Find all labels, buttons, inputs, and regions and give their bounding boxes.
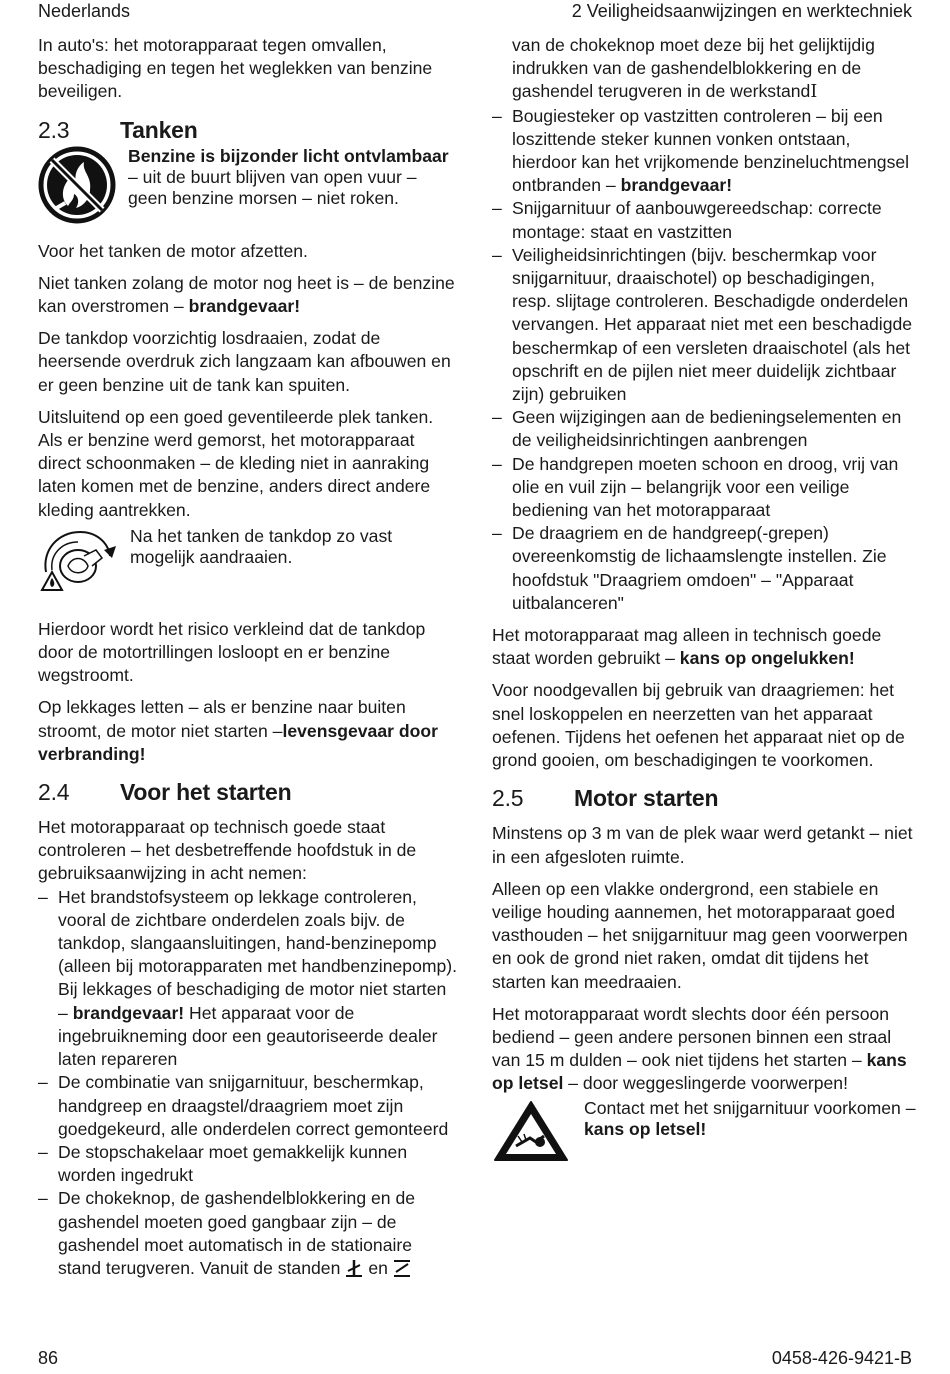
list-item: – Geen wijzigingen aan de bedieningselementen en de veiligheidsinrichtingen aanbrengen	[492, 406, 916, 452]
list-item: – Snijgarnituur of aanbouwgereedschap: correcte montage: staat en vastzitten	[492, 197, 916, 243]
fire-warning-bold: Benzine is bijzonder licht ontvlambaar	[128, 145, 449, 166]
paragraph: De tankdop voorzichtig losdraaien, zodat de heersende overdruk zich langzaam kan afbouwen en er geen benzine uit de tank kan spuiten.	[38, 328, 451, 395]
page-number: 86	[38, 1348, 59, 1368]
text-span: Het apparaat voor de ingebruikneming door een geautoriseerde dealer laten repareren	[58, 1002, 438, 1070]
paragraph: Voor noodgevallen bij gebruik van draagriemen: het snel loskoppelen en neerzetten van het apparaat oefenen. Tijdens het oefenen het apparaat niet op de grond gooien, om beschadigingen te voorkomen.	[492, 680, 905, 771]
fire-warning	[38, 146, 458, 224]
danger-text: kans op ongelukken!	[679, 648, 855, 669]
danger-text: brandgevaar!	[188, 296, 301, 317]
section-title: Voor het starten	[120, 779, 292, 806]
paragraph: Minstens op 3 m van de plek waar werd getankt – niet in een afgesloten ruimte.	[492, 823, 913, 867]
section-heading-2-5	[492, 784, 916, 812]
danger-text: brandgevaar!	[72, 1002, 185, 1023]
choke-start-symbol-icon	[344, 1258, 364, 1284]
section-number: 2.4	[38, 779, 70, 806]
paragraph: Hierdoor wordt het risico verkleind dat de tankdop door de motortrillingen losloopt en er benzine wegstroomt.	[38, 618, 426, 686]
list-item	[38, 886, 458, 1072]
danger-text: brandgevaar!	[620, 175, 733, 196]
right-column	[492, 34, 916, 1174]
section-number: 2.3	[38, 116, 70, 143]
text-span: – door weggeslingerde voorwerpen!	[563, 1073, 848, 1094]
continuation-text	[492, 34, 916, 105]
header-section: 2 Veiligheidsaanwijzingen en werktechniek	[571, 1, 912, 21]
tank-cap-text: Na het tanken de tankdop zo vast mogelijk aandraaien.	[130, 525, 393, 567]
section-title: Tanken	[120, 116, 198, 143]
text-span: Contact met het snijgarnituur voorkomen –	[584, 1097, 916, 1118]
section-number: 2.5	[492, 785, 524, 812]
cutting-hazard-icon	[492, 1098, 570, 1164]
list-item: – De stopschakelaar moet gemakkelijk kunnen worden ingedrukt	[38, 1141, 458, 1187]
warm-start-symbol-icon	[392, 1258, 412, 1284]
tank-cap-instruction	[38, 526, 458, 592]
paragraph	[38, 696, 458, 766]
text-span: Het brandstofsysteem op lekkage controleren, vooral de zichtbare onderdelen zoals bijv. de tankdop, slangaansluitingen, hand-benzinepomp (alleen bij motorapparaten met handbenzinepomp). Bij lekkages of beschadiging de motor niet starten –	[58, 886, 458, 1023]
list-item: – De handgrepen moeten schoon en droog, vrij van olie en vuil zijn – belangrijk voor een veilige bediening van het motorapparaat	[492, 453, 916, 523]
text-span: Bougiesteker op vastzitten controleren – bij een loszittende steker kunnen vonken ontstaan, hierdoor kan het vrijkomende benzineluchtmengsel ontbranden –	[512, 105, 910, 196]
list-item	[38, 1187, 458, 1284]
text-span: Op lekkages letten – als er benzine naar buiten stroomt, de motor niet starten –	[38, 697, 406, 741]
paragraph	[38, 272, 458, 318]
text-span: Het motorapparaat wordt slechts door één persoon bediend – geen andere personen binnen een straal van 15 m dulden – ook niet tijdens het starten –	[492, 1003, 892, 1071]
paragraph: Alleen op een vlakke ondergrond, een stabiele en veilige houding aannemen, het motorapparaat goed vasthouden – het snijgarnituur mag geen voorwerpen en ook de grond niet raken, omdat dit tijdens het starten kan meedraaien.	[492, 878, 908, 992]
fire-warning-text	[116, 146, 458, 209]
text-span: De chokeknop, de gashendelblokkering en de gashendel moeten goed gangbaar zijn – de gashendel moet automatisch in de stationaire stand terugveren. Vanuit de standen	[58, 1188, 416, 1278]
paragraph	[492, 624, 916, 670]
text-span: van de chokeknop moet deze bij het gelijktijdig indrukken van de gashendelblokkering en de gashendel terugveren in de werkstand	[512, 35, 875, 102]
cutting-warning	[492, 1098, 916, 1164]
checklist	[38, 886, 458, 1284]
text-span: en	[368, 1257, 388, 1278]
tighten-tank-cap-icon	[38, 526, 116, 592]
document-code: 0458-426-9421-B	[771, 1348, 912, 1368]
section-heading-2-3	[38, 116, 458, 144]
danger-text: kans op letsel!	[584, 1118, 707, 1139]
intro-paragraph: In auto's: het motorapparaat tegen omvallen, beschadiging en tegen het weglekken van benzine beveiligen.	[38, 35, 433, 102]
list-item: – De draagriem en de handgreep(-grepen) overeenkomstig de lichaamslengte instellen. Zie hoofdstuk "Draagriem omdoen" – "Apparaat uitbalanceren"	[492, 522, 916, 615]
list-item: – Veiligheidsinrichtingen (bijv. beschermkap voor snijgarnituur, draaischotel) op beschadigingen, resp. slijtage controleren. Beschadigde onderdelen vervangen. Het apparaat niet met een beschadigde beschermkap of een versleten draaischotel (als het opschrift en de pijlen niet meer duidelijk zichtbaar zijn) gebruiken	[492, 244, 916, 406]
text-span: Niet tanken zolang de motor nog heet is – de benzine kan overstromen –	[38, 272, 455, 317]
cutting-warning-text	[570, 1098, 916, 1140]
checklist-continued	[492, 105, 916, 615]
list-item	[492, 105, 916, 198]
paragraph: Uitsluitend op een goed geventileerde plek tanken. Als er benzine werd gemorst, het motorapparaat direct schoonmaken – de kleding niet in aanraking laten komen met de benzine, anders direct andere kleding aantrekken.	[38, 406, 434, 520]
section-heading-2-4	[38, 778, 458, 806]
fire-warning-rest: – uit de buurt blijven van open vuur – geen benzine morsen – niet roken.	[128, 166, 417, 208]
danger-text: kans op letsel	[492, 1050, 907, 1094]
no-open-flame-icon	[38, 146, 116, 224]
paragraph: Voor het tanken de motor afzetten.	[38, 240, 308, 261]
section-title: Motor starten	[574, 785, 719, 812]
paragraph: Het motorapparaat op technisch goede staat controleren – het desbetreffende hoofdstuk in de gebruiksaanwijzing in acht nemen:	[38, 817, 417, 884]
danger-text: levensgevaar door verbranding!	[38, 720, 438, 764]
paragraph	[492, 1003, 916, 1096]
work-position-symbol: I	[810, 82, 818, 103]
left-column	[38, 34, 458, 1293]
list-item: – De combinatie van snijgarnituur, beschermkap, handgreep en draagstel/draagriem moet zijn goedgekeurd, alle onderdelen correct gemonteerd	[38, 1071, 458, 1141]
header-language: Nederlands	[38, 1, 131, 21]
text-span: Het motorapparaat mag alleen in technisch goede staat worden gebruikt –	[492, 625, 882, 669]
